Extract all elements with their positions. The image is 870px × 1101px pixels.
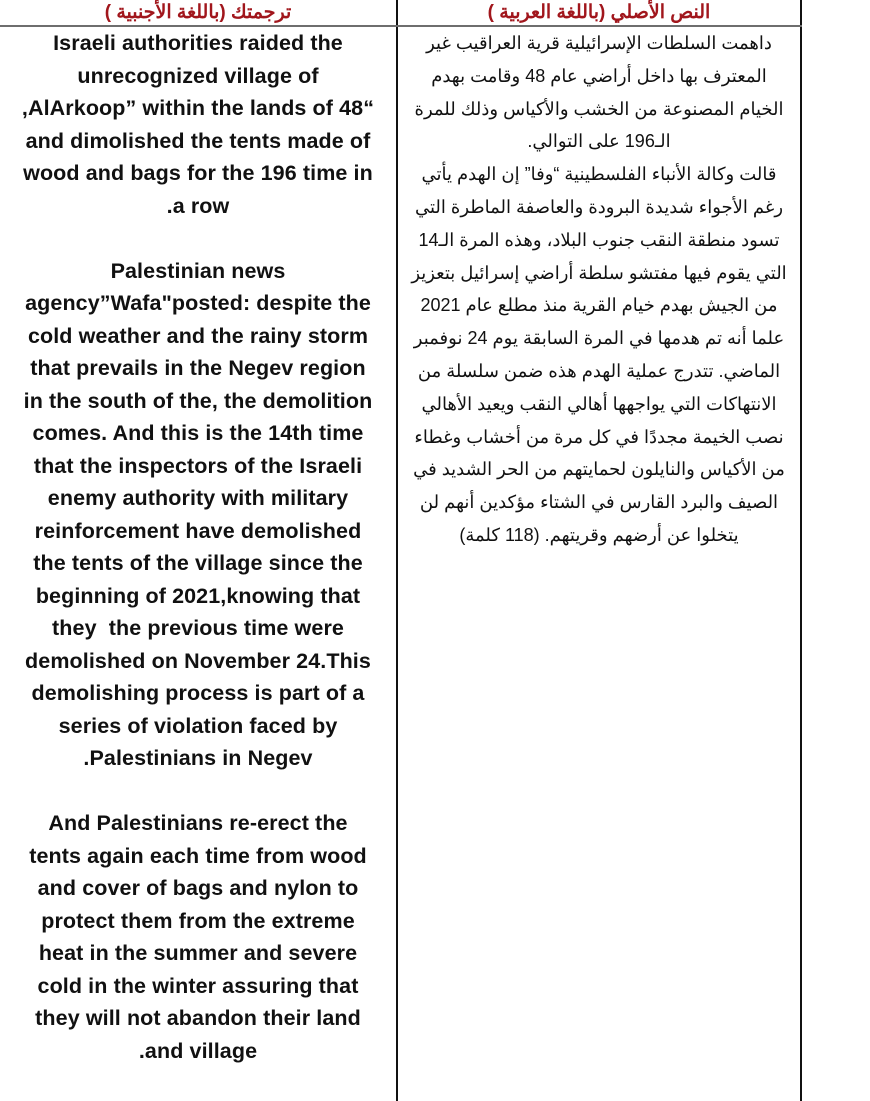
- translation-line: that prevails in the Negev region: [30, 356, 366, 380]
- table-right-border: [800, 0, 802, 1101]
- original-cell: [398, 27, 800, 552]
- translation-line: cold in the winter assuring that: [37, 973, 359, 998]
- original-line: التي يقوم فيها مفتشو سلطة أراضي إسرائيل بتعزيز: [411, 262, 787, 283]
- translation-line: and dimolished the tents made of: [25, 128, 371, 153]
- translation-line: enemy authority with military: [47, 486, 349, 510]
- translation-line: they the previous time were: [52, 616, 344, 640]
- original-line: رغم الأجواء شديدة البرودة والعاصفة الماطرة التي: [414, 196, 784, 217]
- original-line: الخيام المصنوعة من الخشب والأكياس وذلك للمرة: [414, 98, 784, 119]
- translation-line: demolishing process is part of a: [31, 681, 365, 705]
- translation-line: Palestinian news: [110, 258, 286, 283]
- translation-line: agency”Wafa"posted: despite the: [25, 291, 371, 315]
- translation-line: .a row: [166, 193, 230, 218]
- translation-line: demolished on November 24.This: [25, 648, 371, 673]
- original-line: الـ196 على التوالي.: [527, 131, 671, 152]
- translation-line: ,AlArkoop” within the lands of 48“: [21, 96, 375, 120]
- paragraph-gap: [0, 775, 396, 808]
- translation-line: unrecognized village of: [77, 63, 319, 88]
- translation-line: And Palestinians re-erect the: [48, 811, 348, 835]
- translation-cell: [0, 27, 396, 1067]
- original-line: تسود منطقة النقب جنوب البلاد، وهذه المرة الـ14: [418, 229, 780, 250]
- translation-line: .Palestinians in Negev: [83, 746, 313, 770]
- original-line: داهمت السلطات الإسرائيلية قرية العراقيب غير: [426, 33, 772, 53]
- translation-line: series of violation faced by: [58, 713, 338, 738]
- original-line: نصب الخيمة مجددًا في كل مرة من أخشاب وغطاء: [414, 426, 784, 447]
- original-line: من الأكياس والنايلون لحمايتهم من الحر الشديد في: [413, 459, 785, 480]
- translation-line: reinforcement have demolished: [34, 518, 362, 543]
- original-line: علما أنه تم هدمها في المرة السابقة يوم 24 نوفمبر: [413, 328, 785, 349]
- original-line: من الجيش بهدم خيام القرية منذ مطلع عام 2021: [420, 295, 778, 316]
- translation-line: beginning of 2021,knowing that: [35, 583, 361, 608]
- original-line: الانتهاكات التي يواجهها أهالي النقب ويعيد الأهالي: [421, 393, 777, 414]
- translation-line: comes. And this is the 14th time: [32, 421, 364, 445]
- original-line: يتخلوا عن أرضهم وقريتهم. (118 كلمة): [459, 524, 739, 545]
- original-line: المعترف بها داخل أراضي عام 48 وقامت بهدم: [431, 65, 767, 86]
- original-line: قالت وكالة الأنباء الفلسطينية “وفا” إن الهدم يأتي: [421, 164, 777, 185]
- translation-column-header: ترجمتك (باللغة الأجنبية ): [104, 2, 292, 23]
- translation-line: protect them from the extreme: [41, 908, 355, 933]
- original-line: الماضي. تتدرج عملية الهدم هذه ضمن سلسلة من: [417, 360, 781, 381]
- original-line: الصيف والبرد القارس في الشتاء مؤكدين أنهم لن: [419, 492, 779, 513]
- translation-line: the tents of the village since the: [33, 551, 363, 575]
- paragraph-gap: [0, 222, 396, 255]
- translation-line: in the south of the, the demolition: [23, 388, 373, 413]
- translation-line: and cover of bags and nylon to: [37, 876, 359, 900]
- translation-line: wood and bags for the 196 time in: [23, 161, 373, 185]
- translation-line: cold weather and the rainy storm: [27, 323, 369, 348]
- translation-line: Israeli authorities raided the: [53, 31, 343, 55]
- translation-line: heat in the summer and severe: [38, 941, 358, 965]
- translation-line: tents again each time from wood: [29, 843, 367, 868]
- translation-line: .and village: [138, 1038, 258, 1063]
- translation-line: that the inspectors of the Israeli: [33, 453, 363, 478]
- original-column-header: النص الأصلي (باللغة العربية ): [487, 2, 711, 23]
- translation-line: they will not abandon their land: [35, 1006, 361, 1030]
